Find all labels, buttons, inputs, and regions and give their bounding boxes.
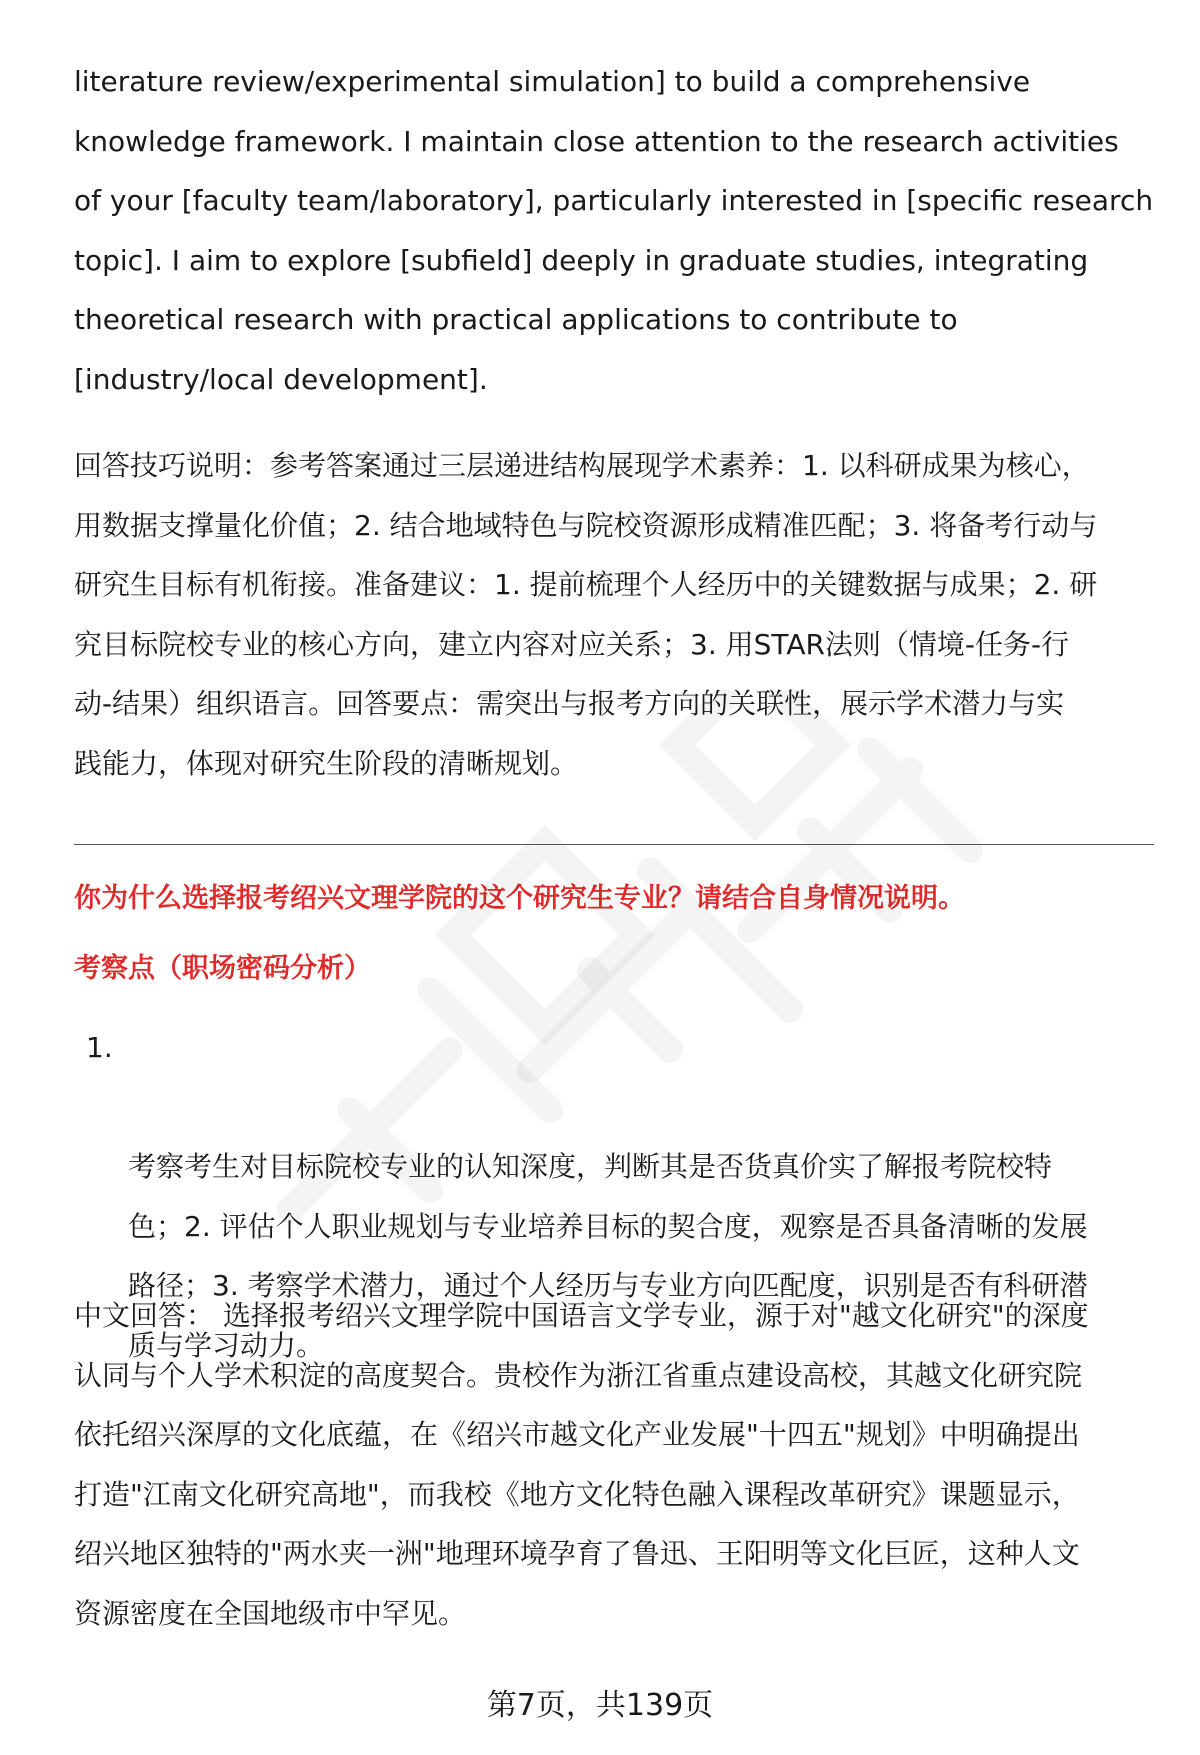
page-footer: 第7页，共139页 — [486, 1688, 714, 1723]
question-heading: 你为什么选择报考绍兴文理学院的这个研究生专业？请结合自身情况说明。 — [74, 883, 965, 914]
list-item-number: 1. — [86, 1031, 113, 1064]
chinese-answer-paragraph: 中文回答： 选择报考绍兴文理学院中国语言文学专业，源于对"越文化研究"的深度 认同与个人学术积淀的高度契合。贵校作为浙江省重点建设高校，其越文化研究院 依托绍兴深厚的文化底蕴，在《绍兴市越文化产业发展"十四五"规划》中明确提出 打造"江南文化研究高地"，而我校《地方文化特色融入课程改革研究》课题显示， 绍兴地区独特的"两水夹一洲"地理环境孕育了鲁迅、王阳明等文化巨匠，这种人文 资源密度在全国地级市中罕见。 — [74, 1299, 1089, 1630]
assessment-points-heading: 考察点（职场密码分析） — [74, 953, 371, 984]
english-paragraph: literature review/experimental simulation] to build a comprehensive knowledge framework. I maintain close attention to the research activities of your [faculty team/laboratory], particularly interested in [specific research topic]. I aim to explore [subfield] deeply in graduate studies, integrating theoretical research with practical applications to contribute to [industry/local development]. — [74, 65, 1154, 396]
section-divider — [74, 844, 1154, 845]
answer-tips-paragraph: 回答技巧说明：参考答案通过三层递进结构展现学术素养：1. 以科研成果为核心， 用数据支撑量化价值；2. 结合地域特色与院校资源形成精准匹配；3. 将备考行动与 研究生目标有机衔接。准备建议：1. 提前梳理个人经历中的关键数据与成果；2. 研 究目标院校专业的核心方向，建立内容对应关系；3. 用STAR法则（情境-任务-行 动-结果）组织语言。回答要点：需突出与报考方向的关联性，展示学术潜力与实 践能力，体现对研究生阶段的清晰规划。 — [74, 449, 1098, 780]
list-item-text: 考察考生对目标院校专业的认知深度，判断其是否货真价实了解报考院校特 色；2. 评估个人职业规划与专业培养目标的契合度，观察是否具备清晰的发展 路径；3. 考察学术潜力，通过个人经历与专业方向匹配度，识别是否有科研潜 质与学习动力。 — [128, 1150, 1088, 1362]
